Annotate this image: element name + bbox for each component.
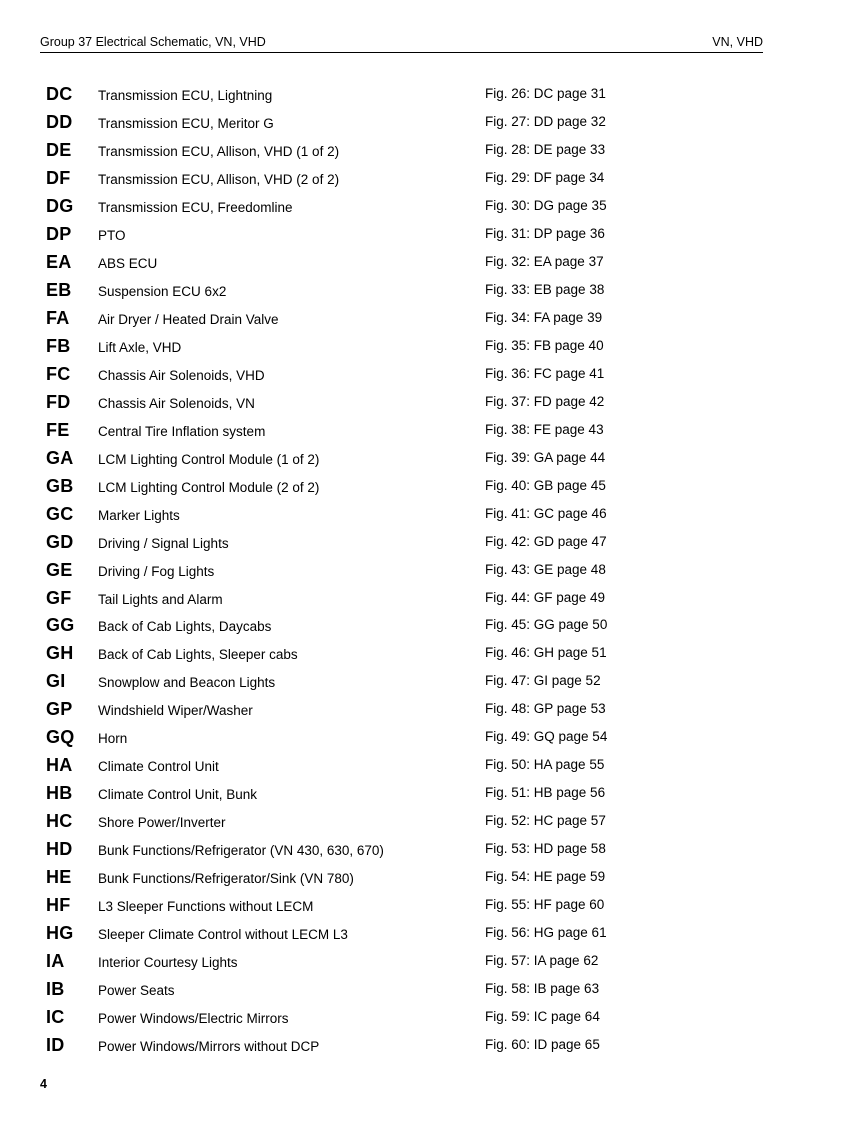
figure-page-reference: Fig. 30: DG page 35 <box>485 197 607 213</box>
figure-page-reference: Fig. 37: FD page 42 <box>485 393 605 409</box>
figure-page-reference: Fig. 38: FE page 43 <box>485 421 604 437</box>
section-description: Chassis Air Solenoids, VN <box>98 395 255 411</box>
index-row <box>0 532 866 558</box>
index-row <box>0 588 866 614</box>
index-row <box>0 280 866 306</box>
document-title: Group 37 Electrical Schematic, VN, VHD <box>40 35 266 49</box>
section-description: Interior Courtesy Lights <box>98 955 238 971</box>
figure-page-reference: Fig. 41: GC page 46 <box>485 505 607 521</box>
section-description: Back of Cab Lights, Sleeper cabs <box>98 647 298 663</box>
section-description: Transmission ECU, Allison, VHD (1 of 2) <box>98 143 340 159</box>
section-code: GG <box>46 615 75 636</box>
section-description: Back of Cab Lights, Daycabs <box>98 619 272 635</box>
section-description: Transmission ECU, Allison, VHD (2 of 2) <box>98 171 340 187</box>
section-code: HB <box>46 783 73 804</box>
index-row <box>0 923 866 949</box>
section-description: Lift Axle, VHD <box>98 339 182 355</box>
section-code: FC <box>46 363 71 384</box>
index-row <box>0 420 866 446</box>
section-description: Tail Lights and Alarm <box>98 591 223 607</box>
figure-page-reference: Fig. 34: FA page 39 <box>485 309 603 325</box>
section-description: Transmission ECU, Freedomline <box>98 199 293 215</box>
index-row <box>0 783 866 809</box>
section-description: Air Dryer / Heated Drain Valve <box>98 311 279 327</box>
index-row <box>0 140 866 166</box>
index-row <box>0 755 866 781</box>
index-row <box>0 196 866 222</box>
index-row <box>0 951 866 977</box>
figure-page-reference: Fig. 36: FC page 41 <box>485 365 605 381</box>
figure-page-reference: Fig. 49: GQ page 54 <box>485 729 608 745</box>
index-row <box>0 671 866 697</box>
figure-page-reference: Fig. 46: GH page 51 <box>485 645 607 661</box>
section-description: Windshield Wiper/Washer <box>98 703 253 719</box>
figure-page-reference: Fig. 59: IC page 64 <box>485 1009 600 1024</box>
section-code: HA <box>46 755 73 776</box>
figure-page-reference: Fig. 60: ID page 65 <box>485 1037 600 1052</box>
index-row <box>0 336 866 362</box>
figure-page-reference: Fig. 55: HF page 60 <box>485 897 605 913</box>
figure-page-reference: Fig. 54: HE page 59 <box>485 869 606 885</box>
section-code: GB <box>46 475 74 496</box>
figure-page-reference: Fig. 53: HD page 58 <box>485 841 606 857</box>
section-description: Power Windows/Mirrors without DCP <box>98 1039 320 1054</box>
section-description: Marker Lights <box>98 507 180 523</box>
index-row <box>0 504 866 530</box>
section-description: Horn <box>98 731 128 747</box>
section-code: FB <box>46 335 71 356</box>
section-description: Power Windows/Electric Mirrors <box>98 1011 289 1026</box>
section-description: LCM Lighting Control Module (1 of 2) <box>98 451 320 467</box>
section-description: Bunk Functions/Refrigerator/Sink (VN 780) <box>98 871 354 887</box>
index-row <box>0 615 866 641</box>
section-description: Shore Power/Inverter <box>98 815 226 831</box>
figure-page-reference: Fig. 26: DC page 31 <box>485 86 606 101</box>
section-description: LCM Lighting Control Module (2 of 2) <box>98 479 320 495</box>
section-code: HD <box>46 839 73 860</box>
section-description: Climate Control Unit <box>98 759 219 775</box>
figure-page-reference: Fig. 27: DD page 32 <box>485 114 606 129</box>
section-code: EA <box>46 251 72 272</box>
index-row <box>0 224 866 250</box>
section-description: Suspension ECU 6x2 <box>98 283 227 299</box>
section-description: Bunk Functions/Refrigerator (VN 430, 630, 670) <box>98 843 384 859</box>
section-code: FE <box>46 419 70 440</box>
index-row <box>0 476 866 502</box>
section-description: Sleeper Climate Control without LECM L3 <box>98 927 348 943</box>
section-code: GC <box>46 503 74 524</box>
figure-page-reference: Fig. 33: EB page 38 <box>485 281 605 297</box>
figure-page-reference: Fig. 44: GF page 49 <box>485 589 606 605</box>
index-row <box>0 364 866 390</box>
figure-page-reference: Fig. 29: DF page 34 <box>485 169 605 185</box>
index-row <box>0 1007 866 1033</box>
figure-page-reference: Fig. 58: IB page 63 <box>485 981 600 996</box>
section-code: DG <box>46 195 74 216</box>
index-row <box>0 448 866 474</box>
section-code: GP <box>46 699 73 720</box>
section-code: DC <box>46 84 73 104</box>
index-row <box>0 867 866 893</box>
index-row <box>0 252 866 278</box>
section-description: Snowplow and Beacon Lights <box>98 675 276 691</box>
section-code: DE <box>46 139 72 160</box>
section-code: GE <box>46 559 73 580</box>
section-code: HC <box>46 811 73 832</box>
figure-page-reference: Fig. 52: HC page 57 <box>485 813 606 829</box>
figure-page-reference: Fig. 42: GD page 47 <box>485 533 607 549</box>
figure-page-reference: Fig. 50: HA page 55 <box>485 757 605 773</box>
index-row <box>0 699 866 725</box>
section-description: PTO <box>98 227 126 243</box>
section-code: IC <box>46 1007 65 1027</box>
section-code: DD <box>46 112 73 132</box>
section-code: HG <box>46 923 74 944</box>
section-description: Transmission ECU, Meritor G <box>98 116 274 131</box>
index-row <box>0 811 866 837</box>
section-description: Chassis Air Solenoids, VHD <box>98 367 265 383</box>
section-code: GD <box>46 531 74 552</box>
index-row <box>0 839 866 865</box>
figure-page-reference: Fig. 45: GG page 50 <box>485 617 608 633</box>
index-row <box>0 560 866 586</box>
section-description: Power Seats <box>98 983 175 998</box>
page-number: 4 <box>40 1077 47 1091</box>
section-code: GF <box>46 587 72 608</box>
header-model-label: VN, VHD <box>712 35 763 49</box>
section-code: GH <box>46 643 74 664</box>
index-row <box>0 308 866 334</box>
section-code: FD <box>46 391 71 412</box>
figure-page-reference: Fig. 48: GP page 53 <box>485 701 606 717</box>
section-code: GQ <box>46 727 75 748</box>
index-row <box>0 168 866 194</box>
figure-page-reference: Fig. 47: GI page 52 <box>485 673 601 689</box>
figure-page-reference: Fig. 40: GB page 45 <box>485 477 606 493</box>
section-code: FA <box>46 307 70 328</box>
section-code: HF <box>46 895 71 916</box>
section-code: DF <box>46 167 71 188</box>
index-row <box>0 84 866 110</box>
section-code: EB <box>46 279 72 300</box>
figure-page-reference: Fig. 51: HB page 56 <box>485 785 606 801</box>
index-row <box>0 643 866 669</box>
figure-page-reference: Fig. 56: HG page 61 <box>485 925 607 941</box>
figure-page-reference: Fig. 28: DE page 33 <box>485 141 606 157</box>
figure-page-reference: Fig. 39: GA page 44 <box>485 449 606 465</box>
index-row <box>0 392 866 418</box>
index-row <box>0 979 866 1005</box>
section-description: Transmission ECU, Lightning <box>98 88 273 103</box>
section-code: GI <box>46 671 66 692</box>
section-code: IB <box>46 979 65 999</box>
section-code: DP <box>46 223 72 244</box>
section-code: GA <box>46 447 74 468</box>
index-row <box>0 112 866 138</box>
section-description: L3 Sleeper Functions without LECM <box>98 899 314 915</box>
section-description: Driving / Fog Lights <box>98 563 215 579</box>
section-code: IA <box>46 951 65 972</box>
figure-page-reference: Fig. 43: GE page 48 <box>485 561 606 577</box>
figure-page-reference: Fig. 31: DP page 36 <box>485 225 605 241</box>
section-description: Driving / Signal Lights <box>98 535 229 551</box>
section-code: ID <box>46 1035 65 1055</box>
index-row <box>0 727 866 753</box>
figure-page-reference: Fig. 32: EA page 37 <box>485 253 604 269</box>
index-row <box>0 1035 866 1061</box>
section-description: Central Tire Inflation system <box>98 423 266 439</box>
figure-page-reference: Fig. 35: FB page 40 <box>485 337 604 353</box>
index-row <box>0 895 866 921</box>
section-description: Climate Control Unit, Bunk <box>98 787 258 803</box>
page-header <box>40 35 763 53</box>
figure-page-reference: Fig. 57: IA page 62 <box>485 953 599 969</box>
section-code: HE <box>46 867 72 888</box>
section-description: ABS ECU <box>98 255 158 271</box>
